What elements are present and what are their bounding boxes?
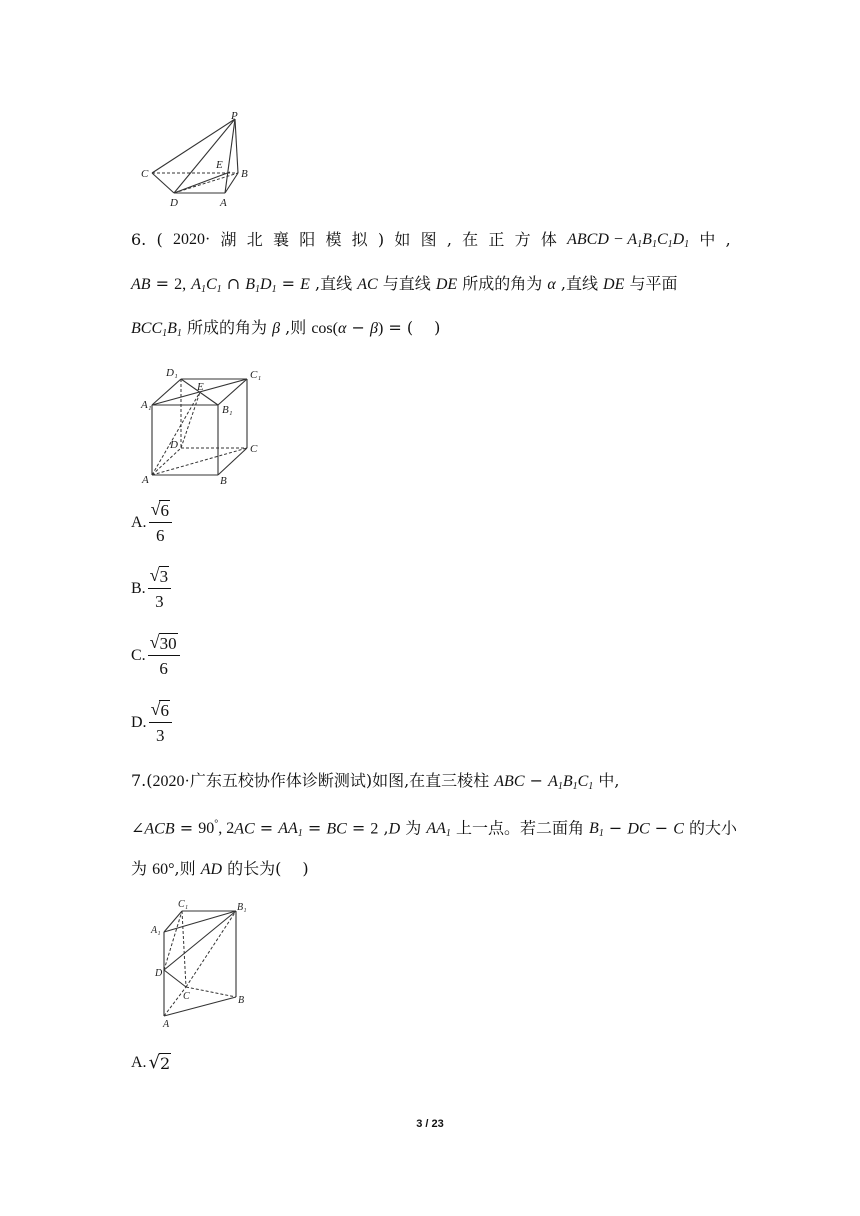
label-A1: A₁ xyxy=(141,399,152,411)
label-E: E xyxy=(216,159,223,171)
q7-option-a[interactable]: A. √ 2 xyxy=(131,1052,171,1073)
q7-line3: 为 60°,则 AD 的长为( ) xyxy=(131,859,309,878)
label-C1: C₁ xyxy=(250,369,262,381)
q6-line2: AB = 2, $A_1C_1$ ∩ $B_1D_1 = E$ ,直线 AC 与直线 DE 所成的角为 α ,直线 DE 与平面 xyxy=(131,274,678,295)
label-A: A xyxy=(142,474,149,486)
label-A: A xyxy=(220,197,227,209)
label-D: D xyxy=(155,968,163,979)
label-D: D xyxy=(170,439,178,451)
label-D: D xyxy=(170,197,178,209)
label-D1: D₁ xyxy=(166,367,178,379)
q6-option-a[interactable]: A. √ 6 6 xyxy=(131,500,172,546)
pyramid-figure-body xyxy=(138,110,268,210)
label-B1: B₁ xyxy=(237,902,247,913)
cube-figure xyxy=(140,362,270,487)
page-number: 3 / 23 xyxy=(416,1118,444,1130)
label-B: B xyxy=(238,995,245,1006)
label-E: E xyxy=(197,381,204,393)
q6-option-d[interactable]: D. √ 6 3 xyxy=(131,700,172,746)
q6-option-b[interactable]: B. √ 3 3 xyxy=(131,566,171,612)
label-A1: A₁ xyxy=(151,925,161,936)
q6-header-tail: 中 xyxy=(699,230,716,249)
q6-option-c[interactable]: C. √ 30 6 xyxy=(131,633,180,679)
q6-line1: 6. ( 2020· 湖 北 襄 阳 模 拟 ) 如 图 , 在 正 方 体 ABCD − $A_1B_1C_1D_1$ 中 , xyxy=(131,229,731,256)
label-C: C xyxy=(183,991,190,1002)
q7-line1: 7.(2020·广东五校协作体诊断测试)如图,在直三棱柱 ABC − $A_1B_1C_1$ 中, xyxy=(131,771,620,792)
label-P: P xyxy=(231,110,238,122)
label-C1: C₁ xyxy=(178,899,189,910)
q6-line3: $BCC_1B_1$ 所成的角为 β ,则 cos(α − β) = ( ) xyxy=(131,318,441,339)
label-B: B xyxy=(220,475,227,487)
label-A: A xyxy=(163,1019,170,1030)
q7-line2: ∠ACB = 90°, $2AC = AA_1$ = BC = 2 ,D 为 $AA_1$ 上一点。若二面角 $B_1$ − DC − C 的大小 xyxy=(131,818,737,840)
label-B1: B₁ xyxy=(222,404,233,416)
label-C: C xyxy=(141,168,149,180)
label-B: B xyxy=(241,168,248,180)
prism-figure xyxy=(150,897,260,1032)
label-C: C xyxy=(250,443,258,455)
